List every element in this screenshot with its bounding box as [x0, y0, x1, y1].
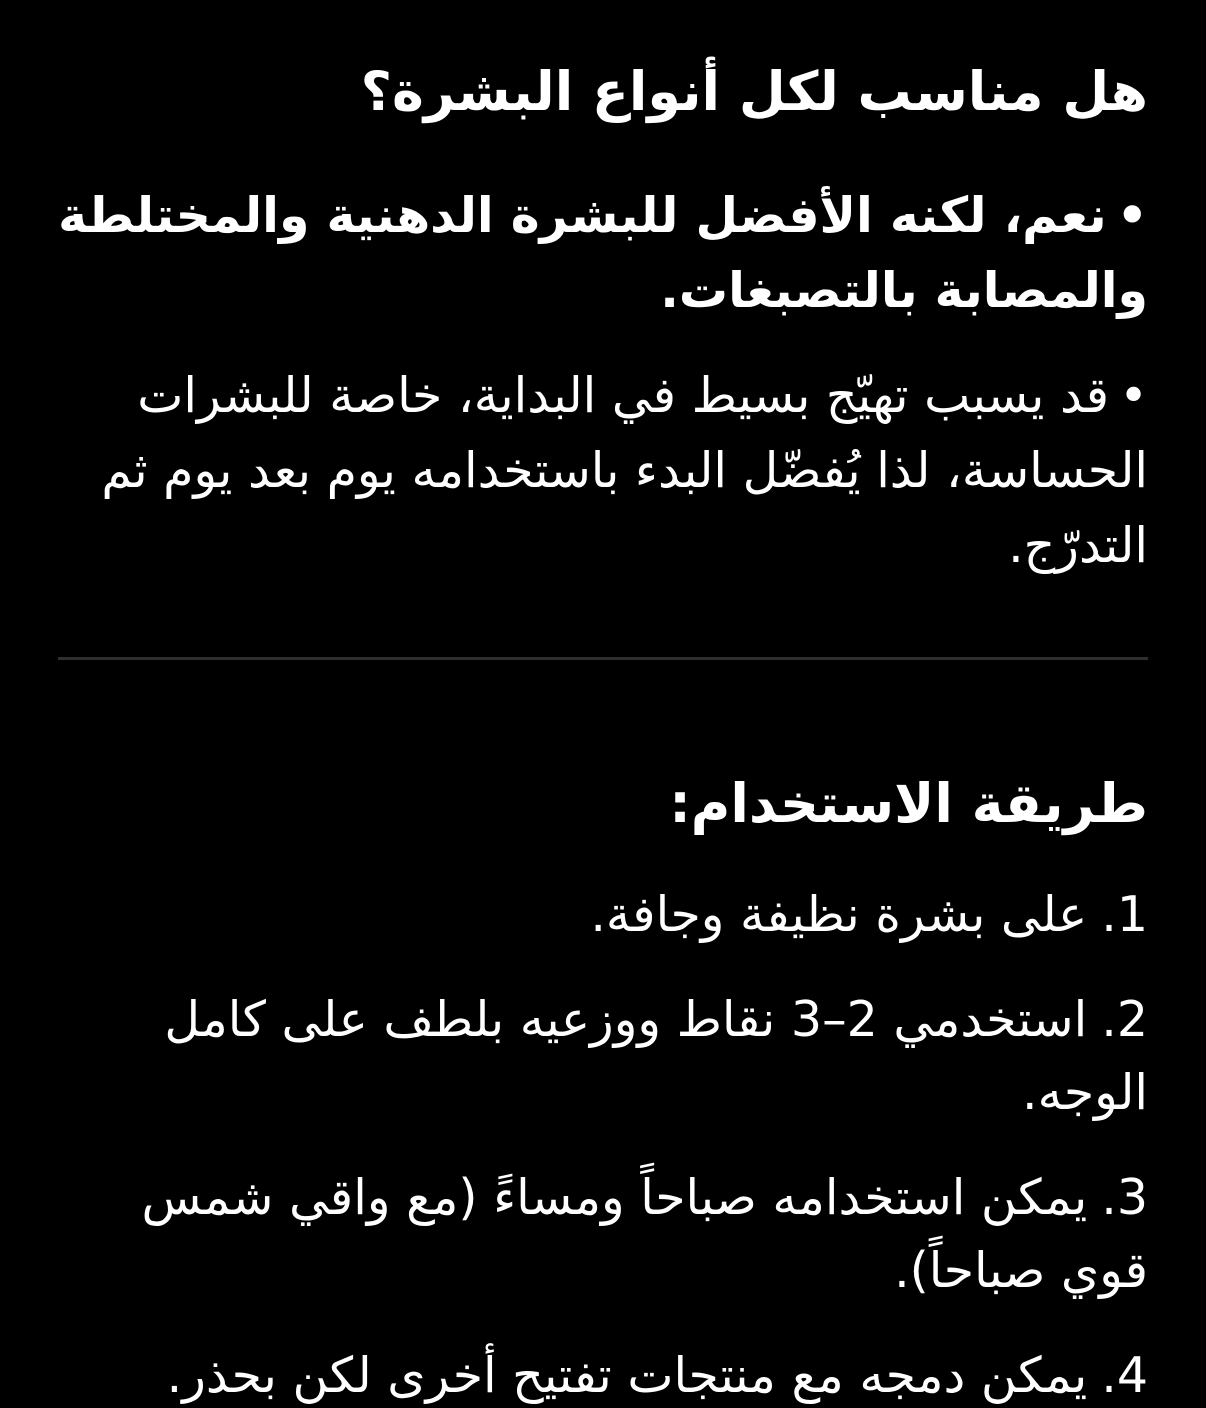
step-number: 2.: [1101, 991, 1148, 1048]
suitability-bullet-list: [58, 178, 1148, 583]
bullet-item-suitable-skin-types: [58, 178, 1148, 328]
bullet-text: نعم، لكنه الأفضل للبشرة الدهنية والمختلطة والمصابة بالتصبغات.: [58, 187, 1148, 319]
step-number: 4.: [1101, 1347, 1148, 1404]
suitability-heading: هل مناسب لكل أنواع البشرة؟: [360, 60, 1148, 123]
step-number: 3.: [1101, 1169, 1148, 1226]
step-text: يمكن استخدامه صباحاً ومساءً (مع واقي شمس قوي صباحاً).: [141, 1169, 1148, 1299]
section-divider: [58, 657, 1148, 660]
bullet-text: قد يسبب تهيّج بسيط في البداية، خاصة للبشرات الحساسة، لذا يُفضّل البدء باستخدامه يوم بعد يوم ثم التدرّج.: [101, 367, 1148, 574]
step-text: على بشرة نظيفة وجافة.: [590, 886, 1088, 943]
step-text: استخدمي 2–3 نقاط ووزعيه بلطف على كامل الوجه.: [164, 991, 1148, 1121]
step-item-2: [58, 983, 1148, 1129]
bullet-item-irritation-warning: [58, 358, 1148, 583]
step-item-4: [58, 1339, 1148, 1408]
usage-steps-list: [58, 878, 1148, 1408]
step-item-1: [58, 878, 1148, 951]
bullet-marker-icon: •: [1119, 367, 1148, 424]
step-text: يمكن دمجه مع منتجات تفتيح أخرى لكن بحذر.: [166, 1347, 1088, 1404]
step-item-3: [58, 1161, 1148, 1307]
bullet-marker-icon: •: [1116, 187, 1148, 244]
usage-heading: طريقة الاستخدام:: [669, 772, 1148, 835]
step-number: 1.: [1101, 886, 1148, 943]
